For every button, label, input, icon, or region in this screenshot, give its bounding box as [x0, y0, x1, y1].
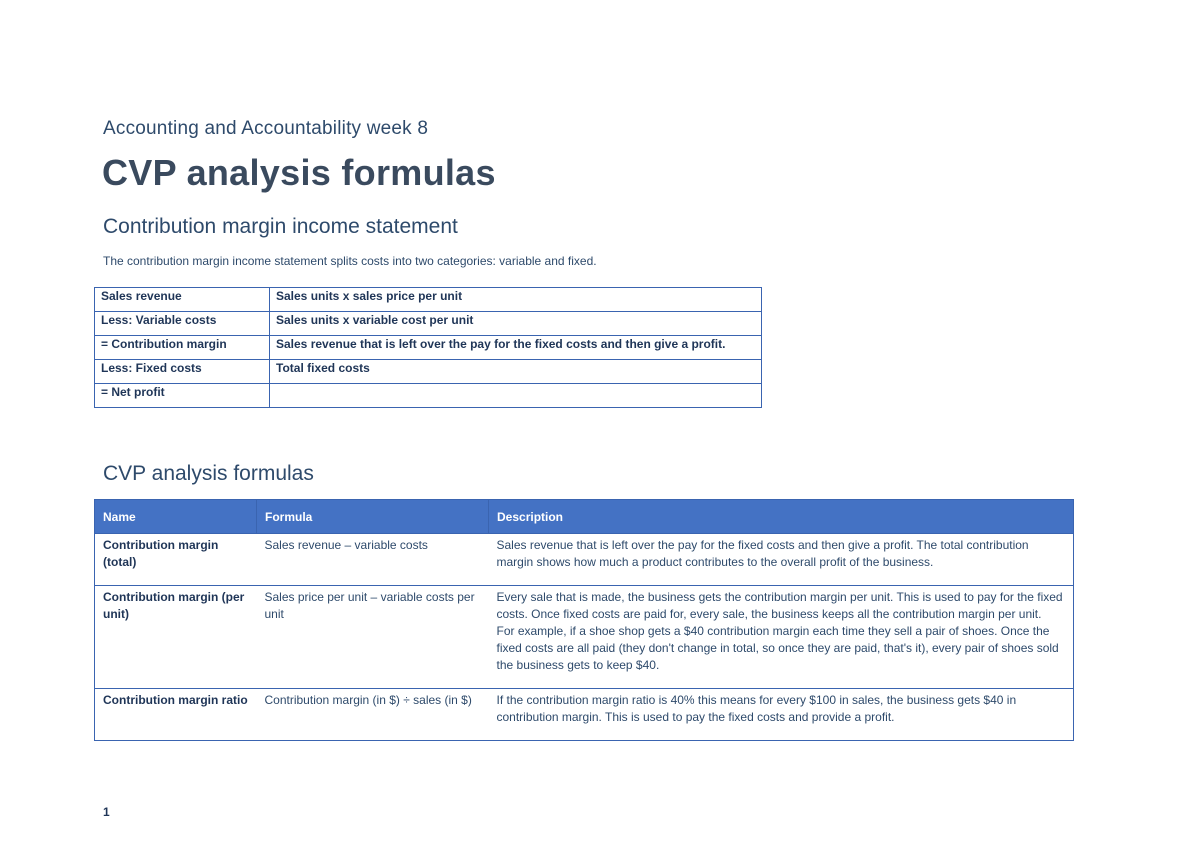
table-row — [95, 336, 762, 360]
formula-expression: Sales revenue – variable costs — [257, 534, 489, 586]
income-statement-table — [94, 287, 762, 408]
table-row — [95, 689, 1074, 741]
row-label: Less: Fixed costs — [95, 360, 270, 384]
description-example: For example, if a shoe shop gets a $40 contribution margin each time they sell a pair of shoes. Once the fixed costs are all paid (they don't change in total, so once they are paid, that's it), every pair of shoes sold the business gets to keep $40. — [496, 624, 1059, 672]
row-value: Total fixed costs — [270, 360, 762, 384]
document-title: CVP analysis formulas — [102, 152, 496, 193]
row-value: Sales units x sales price per unit — [270, 288, 762, 312]
row-value — [270, 384, 762, 408]
table-row — [95, 384, 762, 408]
formula-expression: Sales price per unit – variable costs per unit — [257, 586, 489, 689]
row-value: Sales revenue that is left over the pay for the fixed costs and then give a profit. — [270, 336, 762, 360]
row-label: Less: Variable costs — [95, 312, 270, 336]
formula-name: Contribution margin (per unit) — [95, 586, 257, 689]
table-row — [95, 288, 762, 312]
income-statement-intro: The contribution margin income statement splits costs into two categories: variable and fixed. — [103, 254, 597, 268]
description-paragraph: Every sale that is made, the business gets the contribution margin per unit. This is used to pay for the fixed costs. Once fixed costs are paid for, every sale, the business keeps all the contribution margin per unit. — [496, 590, 1063, 621]
formula-description — [489, 586, 1074, 689]
row-value: Sales units x variable cost per unit — [270, 312, 762, 336]
formula-name: Contribution margin (total) — [95, 534, 257, 586]
column-header-description: Description — [489, 500, 1074, 534]
page-number: 1 — [103, 805, 110, 819]
cvp-formulas-table — [94, 499, 1074, 741]
table-row — [95, 312, 762, 336]
table-row — [95, 360, 762, 384]
income-statement-heading: Contribution margin income statement — [103, 215, 458, 238]
table-row — [95, 534, 1074, 586]
row-label: = Net profit — [95, 384, 270, 408]
cvp-formulas-heading: CVP analysis formulas — [103, 462, 314, 485]
column-header-formula: Formula — [257, 500, 489, 534]
formula-expression: Contribution margin (in $) ÷ sales (in $) — [257, 689, 489, 741]
formula-description: If the contribution margin ratio is 40% this means for every $100 in sales, the business gets $40 in contribution margin. This is used to pay the fixed costs and provide a profit. — [489, 689, 1074, 741]
formula-name: Contribution margin ratio — [95, 689, 257, 741]
row-label: Sales revenue — [95, 288, 270, 312]
row-label: = Contribution margin — [95, 336, 270, 360]
document-subtitle: Accounting and Accountability week 8 — [103, 118, 429, 139]
column-header-name: Name — [95, 500, 257, 534]
table-row — [95, 586, 1074, 689]
formula-description: Sales revenue that is left over the pay for the fixed costs and then give a profit. The total contribution margin shows how much a product contributes to the overall profit of the business. — [489, 534, 1074, 586]
table-header-row — [95, 500, 1074, 534]
